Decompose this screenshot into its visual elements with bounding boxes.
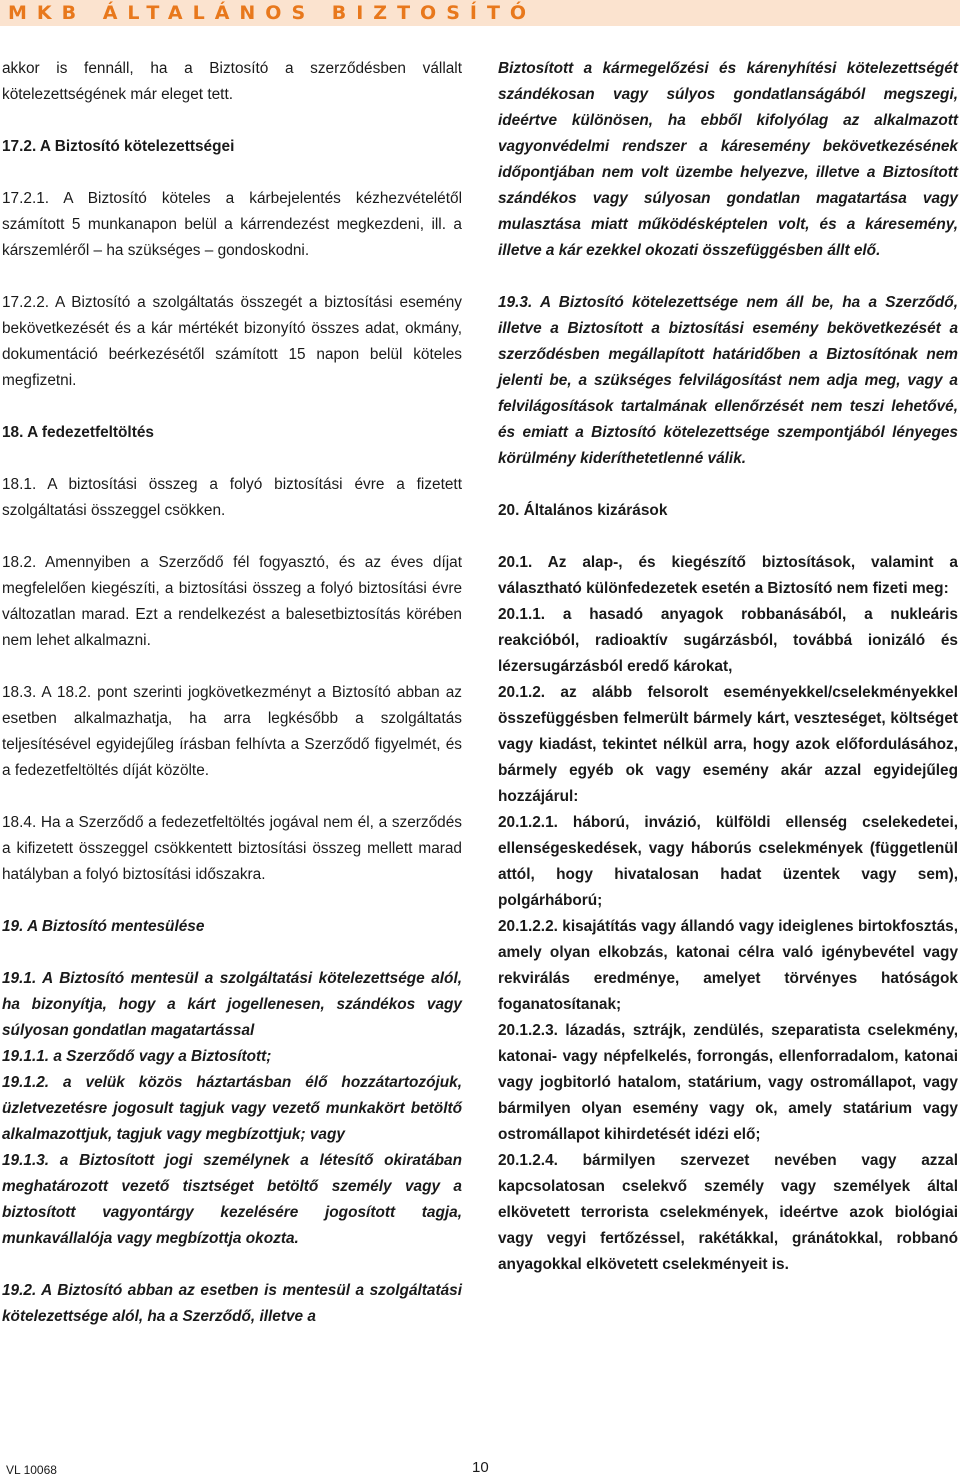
paragraph-20-1-2-3: 20.1.2.3. lázadás, sztrájk, zendülés, szeparatista cselekmény, katonai- vagy népfelkelés, forrongás, ellenforradalom, katonai vagy jogbitorló hatalom, statárium, vagy ostromállapot, vagy bármilyen olyan esemény vagy ok, amely statárium vagy ostromállapot kihirdetését idézi elő; xyxy=(498,1022,958,1143)
paragraph-19-2: 19.2. A Biztosító abban az esetben is mentesül a szolgáltatási kötelezettsége alól, ha a Szerződő, illetve a xyxy=(2,1282,462,1325)
paragraph-19-1-2: 19.1.2. a velük közös háztartásban élő hozzátartozójuk, üzletvezetésre jogosult tagjuk vagy vezető munkakört betöltő alkalmazottjuk, tagjuk vagy megbízottjuk; vagy xyxy=(2,1074,462,1143)
paragraph-20-1: 20.1. Az alap-, és kiegészítő biztosítások, valamint a választható különfedezetek esetén a Biztosító nem fizeti meg: xyxy=(498,554,958,597)
left-column xyxy=(2,56,462,1330)
paragraph-17-2-1: 17.2.1. A Biztosító köteles a kárbejelentés kézhezvételétől számított 5 munkanapon belül a kárrendezést megkezdeni, ill. a kárszemléről – ha szükséges – gondoskodni. xyxy=(2,190,462,259)
footer-page-number: 10 xyxy=(472,1459,489,1476)
paragraph-18-4: 18.4. Ha a Szerződő a fedezetfeltöltés jogával nem él, a szerződés a kifizetett összeggel csökkentett biztosítási összeg mellett marad hatályban a folyó biztosítási időszakra. xyxy=(2,814,462,883)
paragraph-continuation: akkor is fennáll, ha a Biztosító a szerződésben vállalt kötelezettségének már eleget tett. xyxy=(2,60,462,103)
paragraph-18-3: 18.3. A 18.2. pont szerinti jogkövetkezményt a Biztosító abban az esetben alkalmazhatja, ha arra legkésőbb a szolgáltatás teljesítésével egyidejűleg írásban felhívta a Szerződő figyelmét, és a fedezetfeltöltés díját közölte. xyxy=(2,684,462,779)
paragraph-19-2-continuation: Biztosított a kármegelőzési és kárenyhítési kötelezettségét szándékosan vagy súlyos gondatlanságából megszegi, ideértve különösen, ha ebből kifolyólag az alkalmazott vagyonvédelmi rendszer a káresemény bekövetkezésének időpontjában nem volt üzembe helyezve, illetve a Biztosított szándékos vagy súlyosan gondatlan magatartása vagy mulasztása miatt működésképtelen volt, és a káresemény, illetve a kár ezekkel okozati összefüggésben állt elő. xyxy=(498,60,958,259)
paragraph-20-1-2-1: 20.1.2.1. háború, invázió, külföldi ellenség cselekedetei, ellenségeskedések, vagy háborús cselekmények (függetlenül attól, hogy hivatalosan hadat üzentek vagy sem), polgárháború; xyxy=(498,814,958,909)
heading-17-2: 17.2. A Biztosító kötelezettségei xyxy=(2,138,235,155)
paragraph-17-2-2: 17.2.2. A Biztosító a szolgáltatás összegét a biztosítási esemény bekövetkezését és a kár mértékét bizonyító összes adat, okmány, dokumentáció beérkezésétől számított 15 napon belül köteles megfizetni. xyxy=(2,294,462,389)
heading-19: 19. A Biztosító mentesülése xyxy=(2,918,205,935)
paragraph-19-1-3: 19.1.3. a Biztosított jogi személynek a létesítő okiratában meghatározott vezető tisztséget betöltő személy vagy a biztosított vagyontárgy kezelésére jogosított tagja, munkavállalója vagy megbízottja okozta. xyxy=(2,1152,462,1247)
paragraph-20-1-1: 20.1.1. a hasadó anyagok robbanásából, a nukleáris reakcióból, radioaktív sugárzásból, továbbá ionizáló és lézersugárzásból eredő károkat, xyxy=(498,606,958,675)
paragraph-19-1: 19.1. A Biztosító mentesül a szolgáltatási kötelezettsége alól, ha bizonyítja, hogy a kárt jogellenesen, szándékos vagy súlyosan gondatlan magatartással xyxy=(2,970,462,1039)
paragraph-19-3: 19.3. A Biztosító kötelezettsége nem áll be, ha a Szerződő, illetve a Biztosított a biztosítási esemény bekövetkezését a szerződésben megállapított határidőben a Biztosítónak nem jelenti be, a szükséges felvilágosítást nem adja meg, vagy a felvilágosítások tartalmának ellenőrzését nem teszi lehetővé, és emiatt a Biztosító kötelezettsége szempontjából lényeges körülmény kideríthetetlenné válik. xyxy=(498,294,958,467)
header-bar xyxy=(0,0,960,26)
heading-20: 20. Általános kizárások xyxy=(498,502,668,519)
paragraph-20-1-2-4: 20.1.2.4. bármilyen szervezet nevében vagy azzal kapcsolatosan cselekvő személy vagy személyek által elkövetett terrorista cselekmények, ideértve azok biológiai vagy vegyi fertőzéssel, rakétákkal, gránátokkal, robbanó anyagokkal elkövetett cselekményeit is. xyxy=(498,1152,958,1273)
paragraph-19-1-1: 19.1.1. a Szerződő vagy a Biztosított; xyxy=(2,1048,272,1065)
right-column xyxy=(498,56,958,1278)
paragraph-18-1: 18.1. A biztosítási összeg a folyó biztosítási évre a fizetett szolgáltatási összeggel csökken. xyxy=(2,476,462,519)
paragraph-20-1-2: 20.1.2. az alább felsorolt eseményekkel/cselekményekkel összefüggésben felmerült bármely kárt, veszteséget, költséget vagy kiadást, tekintet nélkül arra, hogy azok előfordulásához, bármely egyéb ok vagy esemény akár azzal egyidejűleg hozzájárul: xyxy=(498,684,958,805)
heading-18: 18. A fedezetfeltöltés xyxy=(2,424,154,441)
paragraph-20-1-2-2: 20.1.2.2. kisajátítás vagy állandó vagy ideiglenes birtokfosztás, amely olyan elkobzás, katonai célra való igénybevétel vagy rekvirálás eredménye, amelyet törvényes hatóságok foganatosítanak; xyxy=(498,918,958,1013)
document-header-title: MKB ÁLTALÁNOS BIZTOSÍTÓ xyxy=(8,2,537,24)
paragraph-18-2: 18.2. Amennyiben a Szerződő fél fogyasztó, és az éves díjat megfelelően kiegészíti, a biztosítási összeg a folyó biztosítási évre változatlan marad. Ezt a rendelkezést a balesetbiztosítás körében nem lehet alkalmazni. xyxy=(2,554,462,649)
footer-document-code: VL 10068 xyxy=(6,1463,57,1477)
